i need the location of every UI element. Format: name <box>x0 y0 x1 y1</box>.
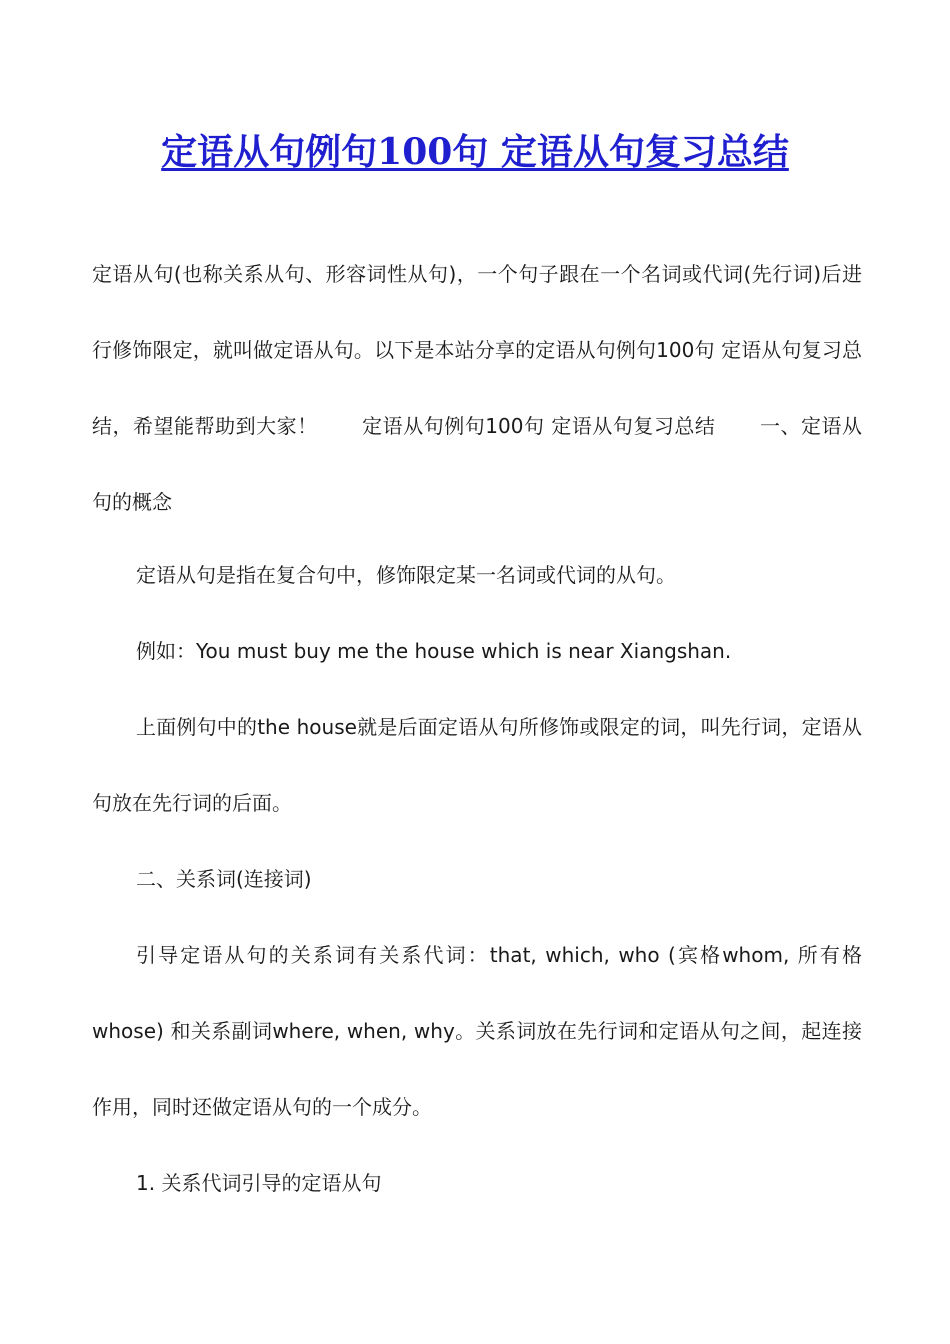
section-one-heading: 一、定语从句的概念 <box>92 414 863 514</box>
antecedent-paragraph: 上面例句中的the house就是后面定语从句所修饰或限定的词，叫先行词，定语从句放在先行词的后面。 <box>92 715 862 815</box>
title-link[interactable]: 定语从句例句100句 定语从句复习总结 <box>161 131 789 173</box>
intro-text: 定语从句(也称关系从句、形容词性从句)，一个句子跟在一个名词或代词(先行词)后进行修饰限定，就叫做定语从句。以下是本站分享的定语从句例句100句 定语从句复习总结，希望能帮助到大家！ <box>92 262 862 438</box>
subsection-heading: 1. 关系代词引导的定语从句 <box>136 1171 382 1195</box>
intro-repeat-title: 定语从句例句100句 定语从句复习总结 <box>361 414 716 438</box>
example-paragraph: 例如：You must buy me the house which is near Xiangshan. <box>136 639 732 663</box>
section-two-heading: 二、关系词(连接词) <box>136 867 312 891</box>
document-title <box>0 126 950 178</box>
intro-block <box>92 236 862 540</box>
definition-paragraph: 定语从句是指在复合句中，修饰限定某一名词或代词的从句。 <box>136 563 676 587</box>
intro-paragraph <box>92 236 862 540</box>
relative-words-paragraph: 引导定语从句的关系词有关系代词：that, which, who (宾格whom, 所有格whose) 和关系副词where, when, why。关系词放在先行词和定语从句之间，起连接作用，同时还做定语从句的一个成分。 <box>92 943 862 1119</box>
main-body <box>92 537 862 1221</box>
